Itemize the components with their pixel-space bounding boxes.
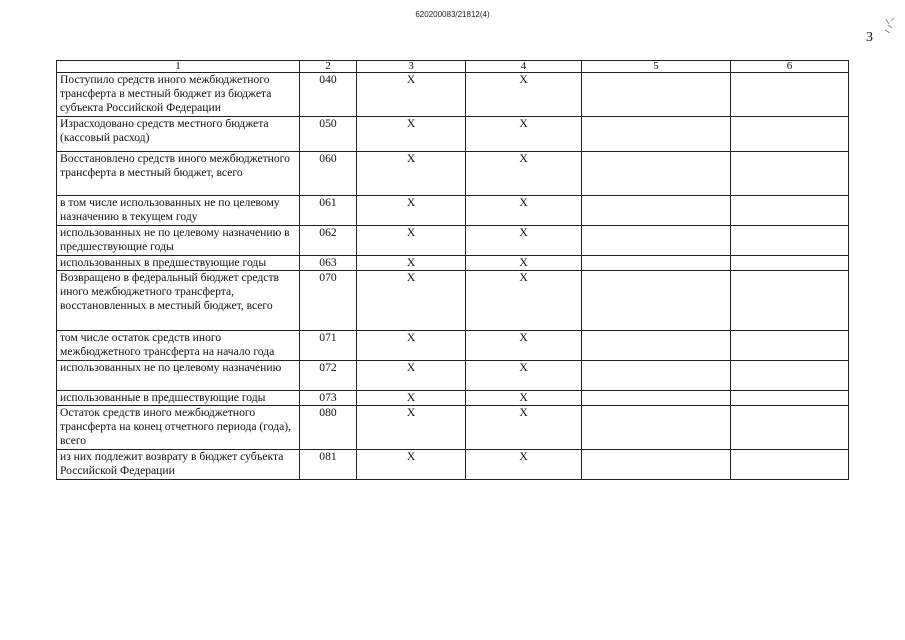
column-header: 1 [57,61,300,73]
row-label: использованных не по целевому назначению в предшествующие годы [57,226,300,256]
table-row [57,331,849,361]
row-code: 063 [300,256,357,271]
table-row [57,73,849,117]
table-row [57,256,849,271]
row-code: 061 [300,196,357,226]
col5-cell [582,271,731,331]
col4-cell: X [466,331,582,361]
row-code: 072 [300,361,357,391]
document-id: 620200083/21812(4) [415,10,490,19]
col3-cell: X [357,271,466,331]
column-header: 2 [300,61,357,73]
col3-cell: X [357,361,466,391]
row-code: 070 [300,271,357,331]
column-header: 5 [582,61,731,73]
table-row [57,406,849,450]
col5-cell [582,361,731,391]
col4-cell: X [466,152,582,196]
row-label: из них подлежит возврату в бюджет субъекта Российской Федерации [57,450,300,480]
table-row [57,450,849,480]
col6-cell [731,117,849,152]
col4-cell: X [466,196,582,226]
row-label: Остаток средств иного межбюджетного трансферта на конец отчетного периода (года), всего [57,406,300,450]
col5-cell [582,406,731,450]
table-row [57,391,849,406]
report-table [56,60,849,480]
col3-cell: X [357,450,466,480]
table-row [57,152,849,196]
col4-cell: X [466,271,582,331]
row-label: в том числе использованных не по целевому назначению в текущем году [57,196,300,226]
table-row [57,361,849,391]
col4-cell: X [466,226,582,256]
col3-cell: X [357,152,466,196]
col6-cell [731,256,849,271]
table-row [57,271,849,331]
col5-cell [582,450,731,480]
col4-cell: X [466,391,582,406]
col6-cell [731,73,849,117]
column-header: 6 [731,61,849,73]
row-label: Возвращено в федеральный бюджет средств иного межбюджетного трансферта, восстановленных в местный бюджет, всего [57,271,300,331]
col6-cell [731,152,849,196]
row-label: использованных не по целевому назначению [57,361,300,391]
col6-cell [731,361,849,391]
col6-cell [731,271,849,331]
row-label: использованные в предшествующие годы [57,391,300,406]
col4-cell: X [466,406,582,450]
col5-cell [582,226,731,256]
col3-cell: X [357,331,466,361]
col4-cell: X [466,361,582,391]
row-code: 073 [300,391,357,406]
col4-cell: X [466,117,582,152]
col4-cell: X [466,450,582,480]
col3-cell: X [357,406,466,450]
row-code: 040 [300,73,357,117]
col3-cell: X [357,73,466,117]
col3-cell: X [357,226,466,256]
col5-cell [582,256,731,271]
col6-cell [731,391,849,406]
col5-cell [582,152,731,196]
table-row [57,196,849,226]
row-code: 080 [300,406,357,450]
col3-cell: X [357,256,466,271]
col6-cell [731,450,849,480]
row-label: том числе остаток средств иного межбюджетного трансферта на начало года [57,331,300,361]
col5-cell [582,331,731,361]
col6-cell [731,406,849,450]
row-code: 050 [300,117,357,152]
row-label: Восстановлено средств иного межбюджетного трансферта в местный бюджет, всего [57,152,300,196]
row-label: использованных в предшествующие годы [57,256,300,271]
row-code: 060 [300,152,357,196]
col3-cell: X [357,391,466,406]
row-code: 081 [300,450,357,480]
col5-cell [582,73,731,117]
col6-cell [731,196,849,226]
col4-cell: X [466,73,582,117]
col6-cell [731,331,849,361]
row-code: 071 [300,331,357,361]
page-number: 3 [866,30,873,45]
col5-cell [582,196,731,226]
column-header: 3 [357,61,466,73]
column-header: 4 [466,61,582,73]
header-row [57,61,849,73]
col4-cell: X [466,256,582,271]
table-row [57,226,849,256]
row-label: Израсходовано средств местного бюджета (кассовый расход) [57,117,300,152]
col6-cell [731,226,849,256]
col3-cell: X [357,196,466,226]
table-row [57,117,849,152]
handwritten-mark-icon [883,16,897,38]
row-code: 062 [300,226,357,256]
col5-cell [582,117,731,152]
col5-cell [582,391,731,406]
col3-cell: X [357,117,466,152]
row-label: Поступило средств иного межбюджетного трансферта в местный бюджет из бюджета субъекта Российской Федерации [57,73,300,117]
